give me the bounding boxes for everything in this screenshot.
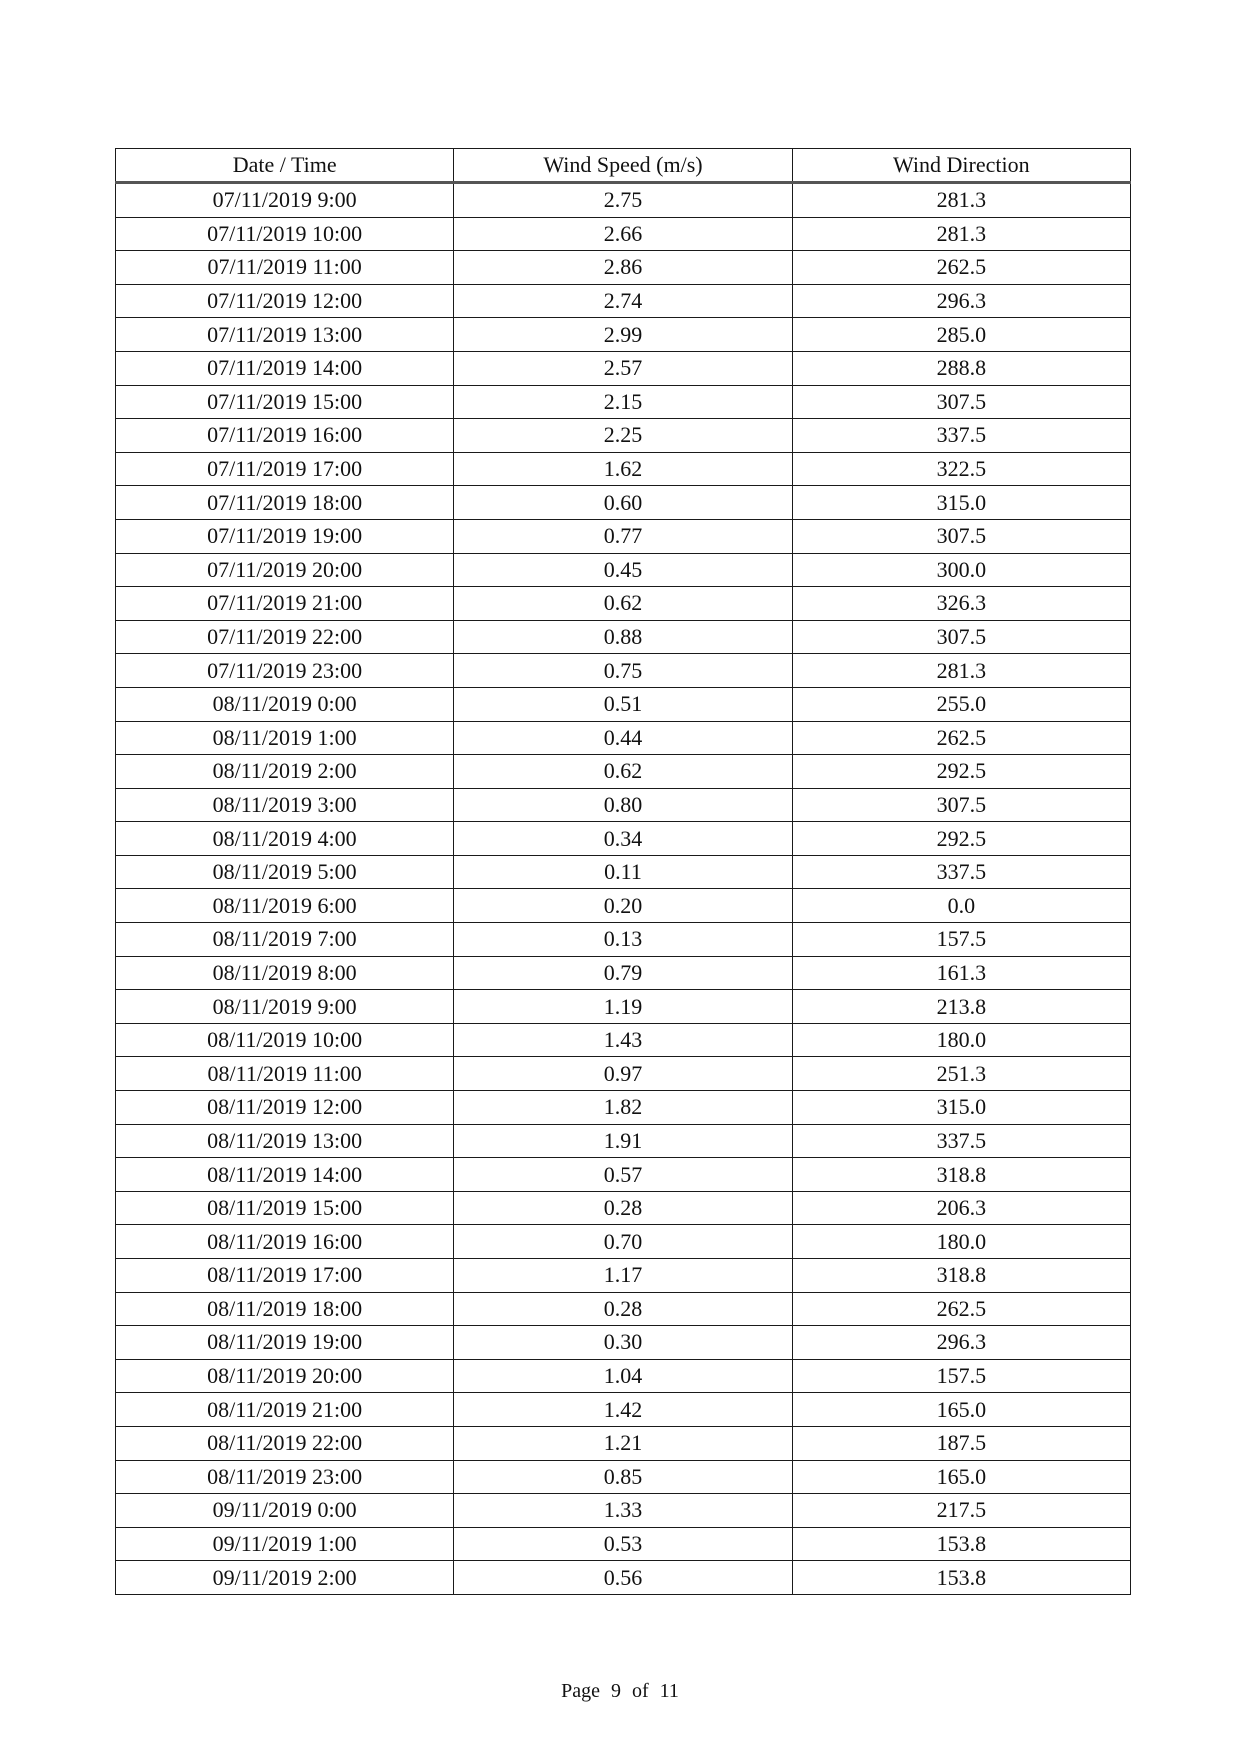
cell-date-time: 08/11/2019 4:00 bbox=[116, 822, 454, 856]
page-label: Page bbox=[561, 1680, 600, 1702]
cell-wind-direction: 307.5 bbox=[792, 788, 1130, 822]
cell-date-time: 09/11/2019 2:00 bbox=[116, 1561, 454, 1595]
cell-wind-speed: 1.62 bbox=[454, 452, 792, 486]
cell-wind-direction: 337.5 bbox=[792, 1124, 1130, 1158]
cell-date-time: 07/11/2019 16:00 bbox=[116, 419, 454, 453]
cell-wind-direction: 288.8 bbox=[792, 351, 1130, 385]
table-row bbox=[116, 1393, 1131, 1427]
page-footer bbox=[0, 1680, 1240, 1703]
cell-date-time: 07/11/2019 22:00 bbox=[116, 620, 454, 654]
table-row bbox=[116, 1158, 1131, 1192]
cell-wind-direction: 153.8 bbox=[792, 1527, 1130, 1561]
cell-wind-direction: 281.3 bbox=[792, 654, 1130, 688]
table-row bbox=[116, 519, 1131, 553]
cell-wind-direction: 180.0 bbox=[792, 1225, 1130, 1259]
cell-date-time: 08/11/2019 17:00 bbox=[116, 1259, 454, 1293]
table-row bbox=[116, 1359, 1131, 1393]
table-row bbox=[116, 351, 1131, 385]
page-total: 11 bbox=[659, 1680, 679, 1702]
cell-wind-direction: 262.5 bbox=[792, 1292, 1130, 1326]
table-row bbox=[116, 788, 1131, 822]
cell-wind-speed: 2.25 bbox=[454, 419, 792, 453]
cell-wind-speed: 0.62 bbox=[454, 587, 792, 621]
cell-wind-direction: 292.5 bbox=[792, 755, 1130, 789]
table-row bbox=[116, 755, 1131, 789]
cell-wind-direction: 165.0 bbox=[792, 1393, 1130, 1427]
cell-date-time: 07/11/2019 19:00 bbox=[116, 519, 454, 553]
cell-wind-direction: 217.5 bbox=[792, 1494, 1130, 1528]
cell-date-time: 08/11/2019 21:00 bbox=[116, 1393, 454, 1427]
cell-wind-direction: 285.0 bbox=[792, 318, 1130, 352]
cell-wind-direction: 318.8 bbox=[792, 1259, 1130, 1293]
cell-wind-direction: 337.5 bbox=[792, 419, 1130, 453]
cell-date-time: 07/11/2019 15:00 bbox=[116, 385, 454, 419]
cell-wind-direction: 307.5 bbox=[792, 385, 1130, 419]
cell-wind-speed: 0.28 bbox=[454, 1292, 792, 1326]
cell-date-time: 08/11/2019 11:00 bbox=[116, 1057, 454, 1091]
cell-wind-direction: 300.0 bbox=[792, 553, 1130, 587]
table-row bbox=[116, 1091, 1131, 1125]
cell-wind-direction: 315.0 bbox=[792, 486, 1130, 520]
cell-wind-speed: 1.43 bbox=[454, 1023, 792, 1057]
table-header-row bbox=[116, 149, 1131, 183]
cell-wind-direction: 165.0 bbox=[792, 1460, 1130, 1494]
cell-wind-speed: 1.91 bbox=[454, 1124, 792, 1158]
cell-wind-speed: 0.57 bbox=[454, 1158, 792, 1192]
table-row bbox=[116, 1225, 1131, 1259]
cell-date-time: 08/11/2019 15:00 bbox=[116, 1191, 454, 1225]
cell-wind-speed: 0.51 bbox=[454, 687, 792, 721]
cell-wind-speed: 0.56 bbox=[454, 1561, 792, 1595]
cell-wind-direction: 153.8 bbox=[792, 1561, 1130, 1595]
table-row bbox=[116, 1057, 1131, 1091]
cell-date-time: 07/11/2019 13:00 bbox=[116, 318, 454, 352]
cell-date-time: 08/11/2019 2:00 bbox=[116, 755, 454, 789]
cell-wind-direction: 262.5 bbox=[792, 251, 1130, 285]
cell-wind-speed: 0.80 bbox=[454, 788, 792, 822]
cell-wind-direction: 337.5 bbox=[792, 855, 1130, 889]
table-row bbox=[116, 1494, 1131, 1528]
cell-wind-speed: 0.30 bbox=[454, 1326, 792, 1360]
wind-data-table bbox=[115, 148, 1131, 1595]
cell-wind-speed: 0.11 bbox=[454, 855, 792, 889]
column-header-date-time: Date / Time bbox=[116, 149, 454, 183]
cell-date-time: 08/11/2019 1:00 bbox=[116, 721, 454, 755]
table-row bbox=[116, 183, 1131, 218]
cell-date-time: 08/11/2019 7:00 bbox=[116, 923, 454, 957]
cell-date-time: 07/11/2019 18:00 bbox=[116, 486, 454, 520]
cell-date-time: 07/11/2019 20:00 bbox=[116, 553, 454, 587]
cell-wind-direction: 296.3 bbox=[792, 284, 1130, 318]
cell-wind-direction: 281.3 bbox=[792, 217, 1130, 251]
cell-date-time: 08/11/2019 9:00 bbox=[116, 990, 454, 1024]
cell-date-time: 08/11/2019 0:00 bbox=[116, 687, 454, 721]
table-row bbox=[116, 1326, 1131, 1360]
cell-wind-speed: 0.60 bbox=[454, 486, 792, 520]
table-header bbox=[116, 149, 1131, 183]
cell-date-time: 07/11/2019 14:00 bbox=[116, 351, 454, 385]
cell-wind-speed: 0.88 bbox=[454, 620, 792, 654]
table-row bbox=[116, 822, 1131, 856]
cell-date-time: 08/11/2019 10:00 bbox=[116, 1023, 454, 1057]
cell-wind-speed: 2.86 bbox=[454, 251, 792, 285]
cell-date-time: 08/11/2019 19:00 bbox=[116, 1326, 454, 1360]
cell-date-time: 08/11/2019 12:00 bbox=[116, 1091, 454, 1125]
cell-wind-speed: 0.53 bbox=[454, 1527, 792, 1561]
table-row bbox=[116, 251, 1131, 285]
cell-date-time: 07/11/2019 21:00 bbox=[116, 587, 454, 621]
cell-date-time: 08/11/2019 18:00 bbox=[116, 1292, 454, 1326]
page-of-label: of bbox=[631, 1680, 649, 1702]
table-row bbox=[116, 889, 1131, 923]
cell-wind-speed: 1.21 bbox=[454, 1426, 792, 1460]
cell-wind-speed: 0.77 bbox=[454, 519, 792, 553]
table-row bbox=[116, 1426, 1131, 1460]
cell-wind-speed: 0.34 bbox=[454, 822, 792, 856]
cell-wind-speed: 0.97 bbox=[454, 1057, 792, 1091]
cell-wind-speed: 0.70 bbox=[454, 1225, 792, 1259]
cell-wind-speed: 0.28 bbox=[454, 1191, 792, 1225]
cell-wind-direction: 318.8 bbox=[792, 1158, 1130, 1192]
table-row bbox=[116, 721, 1131, 755]
table-body bbox=[116, 183, 1131, 1595]
table-row bbox=[116, 1292, 1131, 1326]
table-row bbox=[116, 1460, 1131, 1494]
cell-date-time: 07/11/2019 11:00 bbox=[116, 251, 454, 285]
table-row bbox=[116, 284, 1131, 318]
cell-wind-direction: 307.5 bbox=[792, 620, 1130, 654]
cell-wind-direction: 292.5 bbox=[792, 822, 1130, 856]
table-row bbox=[116, 654, 1131, 688]
page-number: 9 bbox=[610, 1680, 621, 1702]
cell-wind-direction: 161.3 bbox=[792, 956, 1130, 990]
table-row bbox=[116, 1527, 1131, 1561]
cell-wind-speed: 2.75 bbox=[454, 183, 792, 218]
cell-wind-direction: 281.3 bbox=[792, 183, 1130, 218]
table-row bbox=[116, 1023, 1131, 1057]
cell-date-time: 07/11/2019 12:00 bbox=[116, 284, 454, 318]
cell-wind-direction: 157.5 bbox=[792, 1359, 1130, 1393]
cell-date-time: 08/11/2019 20:00 bbox=[116, 1359, 454, 1393]
table-row bbox=[116, 923, 1131, 957]
cell-wind-direction: 251.3 bbox=[792, 1057, 1130, 1091]
cell-wind-direction: 262.5 bbox=[792, 721, 1130, 755]
table-row bbox=[116, 687, 1131, 721]
table-row bbox=[116, 956, 1131, 990]
cell-wind-speed: 2.66 bbox=[454, 217, 792, 251]
cell-wind-speed: 0.44 bbox=[454, 721, 792, 755]
cell-date-time: 08/11/2019 5:00 bbox=[116, 855, 454, 889]
table-row bbox=[116, 990, 1131, 1024]
cell-wind-direction: 0.0 bbox=[792, 889, 1130, 923]
table-row bbox=[116, 318, 1131, 352]
cell-wind-direction: 187.5 bbox=[792, 1426, 1130, 1460]
cell-wind-speed: 0.79 bbox=[454, 956, 792, 990]
cell-wind-speed: 0.20 bbox=[454, 889, 792, 923]
table-row bbox=[116, 486, 1131, 520]
cell-date-time: 07/11/2019 9:00 bbox=[116, 183, 454, 218]
cell-date-time: 07/11/2019 10:00 bbox=[116, 217, 454, 251]
cell-wind-speed: 1.04 bbox=[454, 1359, 792, 1393]
cell-wind-speed: 2.99 bbox=[454, 318, 792, 352]
cell-wind-direction: 180.0 bbox=[792, 1023, 1130, 1057]
table-row bbox=[116, 587, 1131, 621]
cell-wind-speed: 0.45 bbox=[454, 553, 792, 587]
cell-date-time: 07/11/2019 23:00 bbox=[116, 654, 454, 688]
cell-wind-speed: 0.75 bbox=[454, 654, 792, 688]
cell-wind-speed: 0.62 bbox=[454, 755, 792, 789]
table-row bbox=[116, 385, 1131, 419]
cell-date-time: 08/11/2019 3:00 bbox=[116, 788, 454, 822]
cell-date-time: 08/11/2019 14:00 bbox=[116, 1158, 454, 1192]
cell-wind-speed: 0.13 bbox=[454, 923, 792, 957]
cell-wind-direction: 213.8 bbox=[792, 990, 1130, 1024]
table-row bbox=[116, 1124, 1131, 1158]
cell-date-time: 09/11/2019 0:00 bbox=[116, 1494, 454, 1528]
cell-date-time: 08/11/2019 16:00 bbox=[116, 1225, 454, 1259]
cell-wind-direction: 255.0 bbox=[792, 687, 1130, 721]
column-header-wind-direction: Wind Direction bbox=[792, 149, 1130, 183]
cell-date-time: 08/11/2019 13:00 bbox=[116, 1124, 454, 1158]
cell-wind-speed: 1.42 bbox=[454, 1393, 792, 1427]
cell-wind-direction: 322.5 bbox=[792, 452, 1130, 486]
table-row bbox=[116, 1191, 1131, 1225]
table-row bbox=[116, 1561, 1131, 1595]
cell-wind-speed: 1.19 bbox=[454, 990, 792, 1024]
table-row bbox=[116, 217, 1131, 251]
cell-wind-direction: 315.0 bbox=[792, 1091, 1130, 1125]
cell-wind-direction: 157.5 bbox=[792, 923, 1130, 957]
table-row bbox=[116, 553, 1131, 587]
table-row bbox=[116, 620, 1131, 654]
column-header-wind-speed: Wind Speed (m/s) bbox=[454, 149, 792, 183]
cell-wind-direction: 296.3 bbox=[792, 1326, 1130, 1360]
cell-wind-speed: 2.15 bbox=[454, 385, 792, 419]
cell-date-time: 09/11/2019 1:00 bbox=[116, 1527, 454, 1561]
table-row bbox=[116, 1259, 1131, 1293]
cell-wind-speed: 2.57 bbox=[454, 351, 792, 385]
cell-date-time: 07/11/2019 17:00 bbox=[116, 452, 454, 486]
cell-wind-speed: 1.17 bbox=[454, 1259, 792, 1293]
cell-wind-speed: 0.85 bbox=[454, 1460, 792, 1494]
cell-date-time: 08/11/2019 8:00 bbox=[116, 956, 454, 990]
cell-date-time: 08/11/2019 6:00 bbox=[116, 889, 454, 923]
cell-date-time: 08/11/2019 23:00 bbox=[116, 1460, 454, 1494]
cell-wind-speed: 1.82 bbox=[454, 1091, 792, 1125]
cell-wind-direction: 206.3 bbox=[792, 1191, 1130, 1225]
table-row bbox=[116, 452, 1131, 486]
cell-date-time: 08/11/2019 22:00 bbox=[116, 1426, 454, 1460]
table-row bbox=[116, 419, 1131, 453]
cell-wind-speed: 1.33 bbox=[454, 1494, 792, 1528]
cell-wind-direction: 307.5 bbox=[792, 519, 1130, 553]
cell-wind-direction: 326.3 bbox=[792, 587, 1130, 621]
table-row bbox=[116, 855, 1131, 889]
cell-wind-speed: 2.74 bbox=[454, 284, 792, 318]
